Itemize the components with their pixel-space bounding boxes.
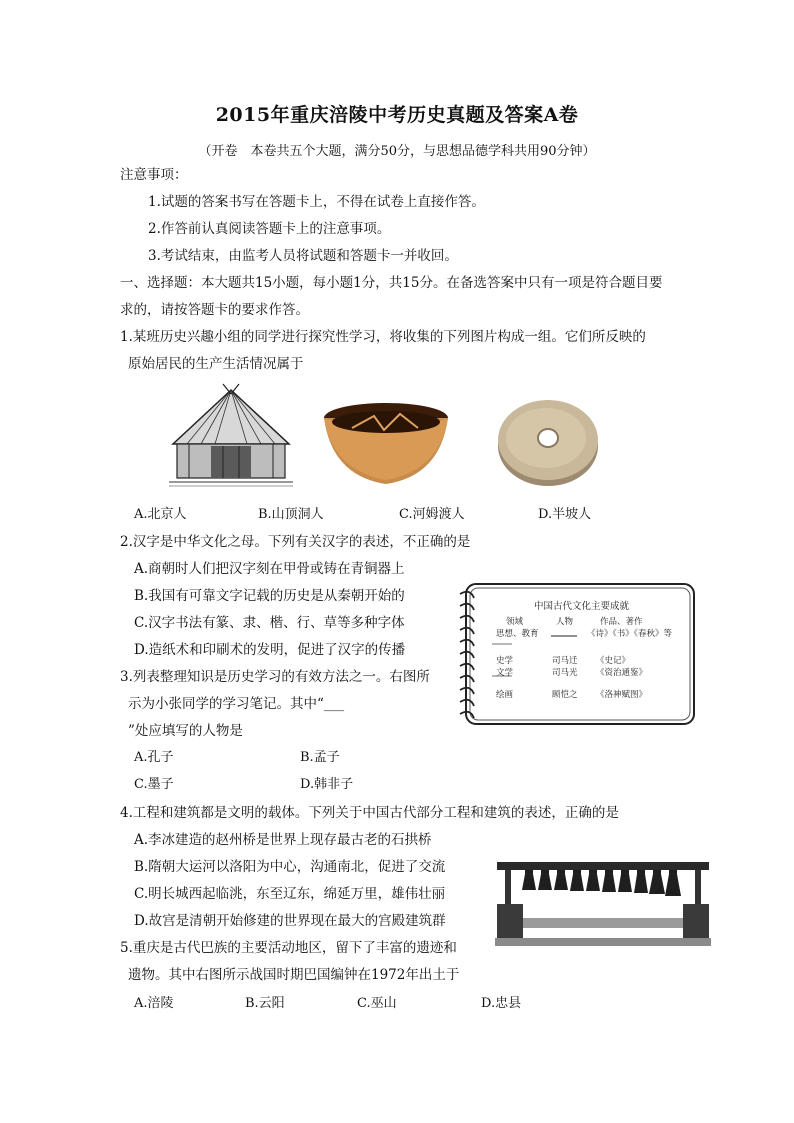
question-1-option-b[interactable]: B.山顶洞人 — [258, 507, 324, 522]
question-5-option-a[interactable]: A.涪陵 — [134, 996, 174, 1011]
notebook-row2-field: 史学 — [496, 656, 514, 666]
question-1-stem-cont: 原始居民的生产生活情况属于 — [128, 356, 304, 372]
note-item: 1.试题的答案书写在答题卡上，不得在试卷上直接作答。 — [148, 194, 485, 210]
question-5-stem-cont: 遗物。其中右图所示战国时期巴国编钟在1972年出土于 — [128, 967, 460, 983]
stone-wheel-image — [496, 392, 600, 488]
question-5-option-d[interactable]: D.忠县 — [481, 996, 522, 1011]
question-1-option-c[interactable]: C.河姆渡人 — [399, 507, 465, 522]
question-3-option-c[interactable]: C.墨子 — [134, 777, 174, 792]
question-1-option-d[interactable]: D.半坡人 — [538, 507, 592, 522]
notebook-row1-field: 思想、教育 — [496, 629, 539, 639]
notebook-col-field: 领域 — [506, 617, 524, 627]
question-3-option-d[interactable]: D.韩非子 — [300, 777, 354, 792]
question-3-stem-cont2: ”处应填写的人物是 — [128, 723, 243, 739]
question-4-option-c[interactable]: C.明长城西起临洮，东至辽东，绵延万里，雄伟壮丽 — [134, 886, 446, 902]
notebook-row1-works: 《诗》《书》《春秋》等 — [587, 629, 673, 639]
question-3-option-a[interactable]: A.孔子 — [134, 750, 174, 765]
study-notebook-image — [452, 582, 698, 728]
question-5-option-c[interactable]: C.巫山 — [357, 996, 397, 1011]
question-2-option-a[interactable]: A.商朝时人们把汉字刻在甲骨或铸在青铜器上 — [134, 561, 405, 577]
notebook-row2-work: 《史记》 — [596, 656, 631, 666]
question-5-option-b[interactable]: B.云阳 — [245, 996, 285, 1011]
question-4-option-a[interactable]: A.李冰建造的赵州桥是世界上现存最古老的石拱桥 — [134, 832, 432, 848]
note-item: 3.考试结束，由监考人员将试题和答题卡一并收回。 — [148, 248, 458, 264]
notebook-col-person: 人物 — [556, 617, 574, 627]
question-1-stem: 1.某班历史兴趣小组的同学进行探究性学习，将收集的下列图片构成一组。它们所反映的 — [120, 329, 646, 345]
question-3-option-b[interactable]: B.孟子 — [300, 750, 340, 765]
question-4-option-d[interactable]: D.故宫是清朝开始修建的世界现在最大的宫殿建筑群 — [134, 913, 446, 929]
question-2-option-d[interactable]: D.造纸术和印刷术的发明，促进了汉字的传播 — [134, 642, 406, 658]
painted-pottery-bowl-image — [322, 400, 450, 488]
primitive-hut-image — [167, 382, 295, 494]
question-3-stem: 3.列表整理知识是历史学习的有效方法之一。右图所 — [120, 669, 430, 685]
notebook-title: 中国古代文化主要成就 — [534, 601, 630, 612]
chime-bells-image — [495, 858, 711, 946]
page-title: 2015年重庆涪陵中考历史真题及答案A卷 — [215, 104, 579, 126]
section-heading-cont: 求的，请按答题卡的要求作答。 — [120, 302, 309, 318]
question-2-stem: 2.汉字是中华文化之母。下列有关汉字的表述，不正确的是 — [120, 534, 471, 550]
notebook-row4-person: 顾恺之 — [552, 690, 578, 700]
notebook-row3-field: 文学 — [496, 668, 514, 678]
notebook-row3-person: 司马光 — [552, 668, 578, 678]
notebook-row3-work: 《资治通鉴》 — [596, 668, 648, 678]
note-item: 2.作答前认真阅读答题卡上的注意事项。 — [148, 221, 391, 237]
page-subtitle: （开卷 本卷共五个大题，满分50分，与思想品德学科共用90分钟） — [198, 144, 596, 159]
notebook-row2-person: 司马迁 — [552, 656, 578, 666]
question-3-stem-cont: 示为小张同学的学习笔记。其中“___ — [128, 696, 345, 712]
notebook-row4-work: 《洛神赋图》 — [596, 690, 648, 700]
question-1-option-a[interactable]: A.北京人 — [134, 507, 187, 522]
notebook-row4-field: 绘画 — [496, 690, 514, 700]
section-heading: 一、选择题：本大题共15小题，每小题1分，共15分。在备选答案中只有一项是符合题目要 — [120, 275, 663, 291]
notes-heading: 注意事项： — [120, 167, 188, 183]
question-4-option-b[interactable]: B.隋朝大运河以洛阳为中心，沟通南北，促进了交流 — [134, 859, 446, 875]
question-4-stem: 4.工程和建筑都是文明的载体。下列关于中国古代部分工程和建筑的表述，正确的是 — [120, 805, 619, 821]
question-2-option-b[interactable]: B.我国有可靠文字记载的历史是从秦朝开始的 — [134, 588, 405, 604]
question-5-stem: 5.重庆是古代巴族的主要活动地区，留下了丰富的遗迹和 — [120, 940, 457, 956]
notebook-col-works: 作品、著作 — [600, 617, 643, 627]
question-2-option-c[interactable]: C.汉字书法有篆、隶、楷、行、草等多种字体 — [134, 615, 405, 631]
